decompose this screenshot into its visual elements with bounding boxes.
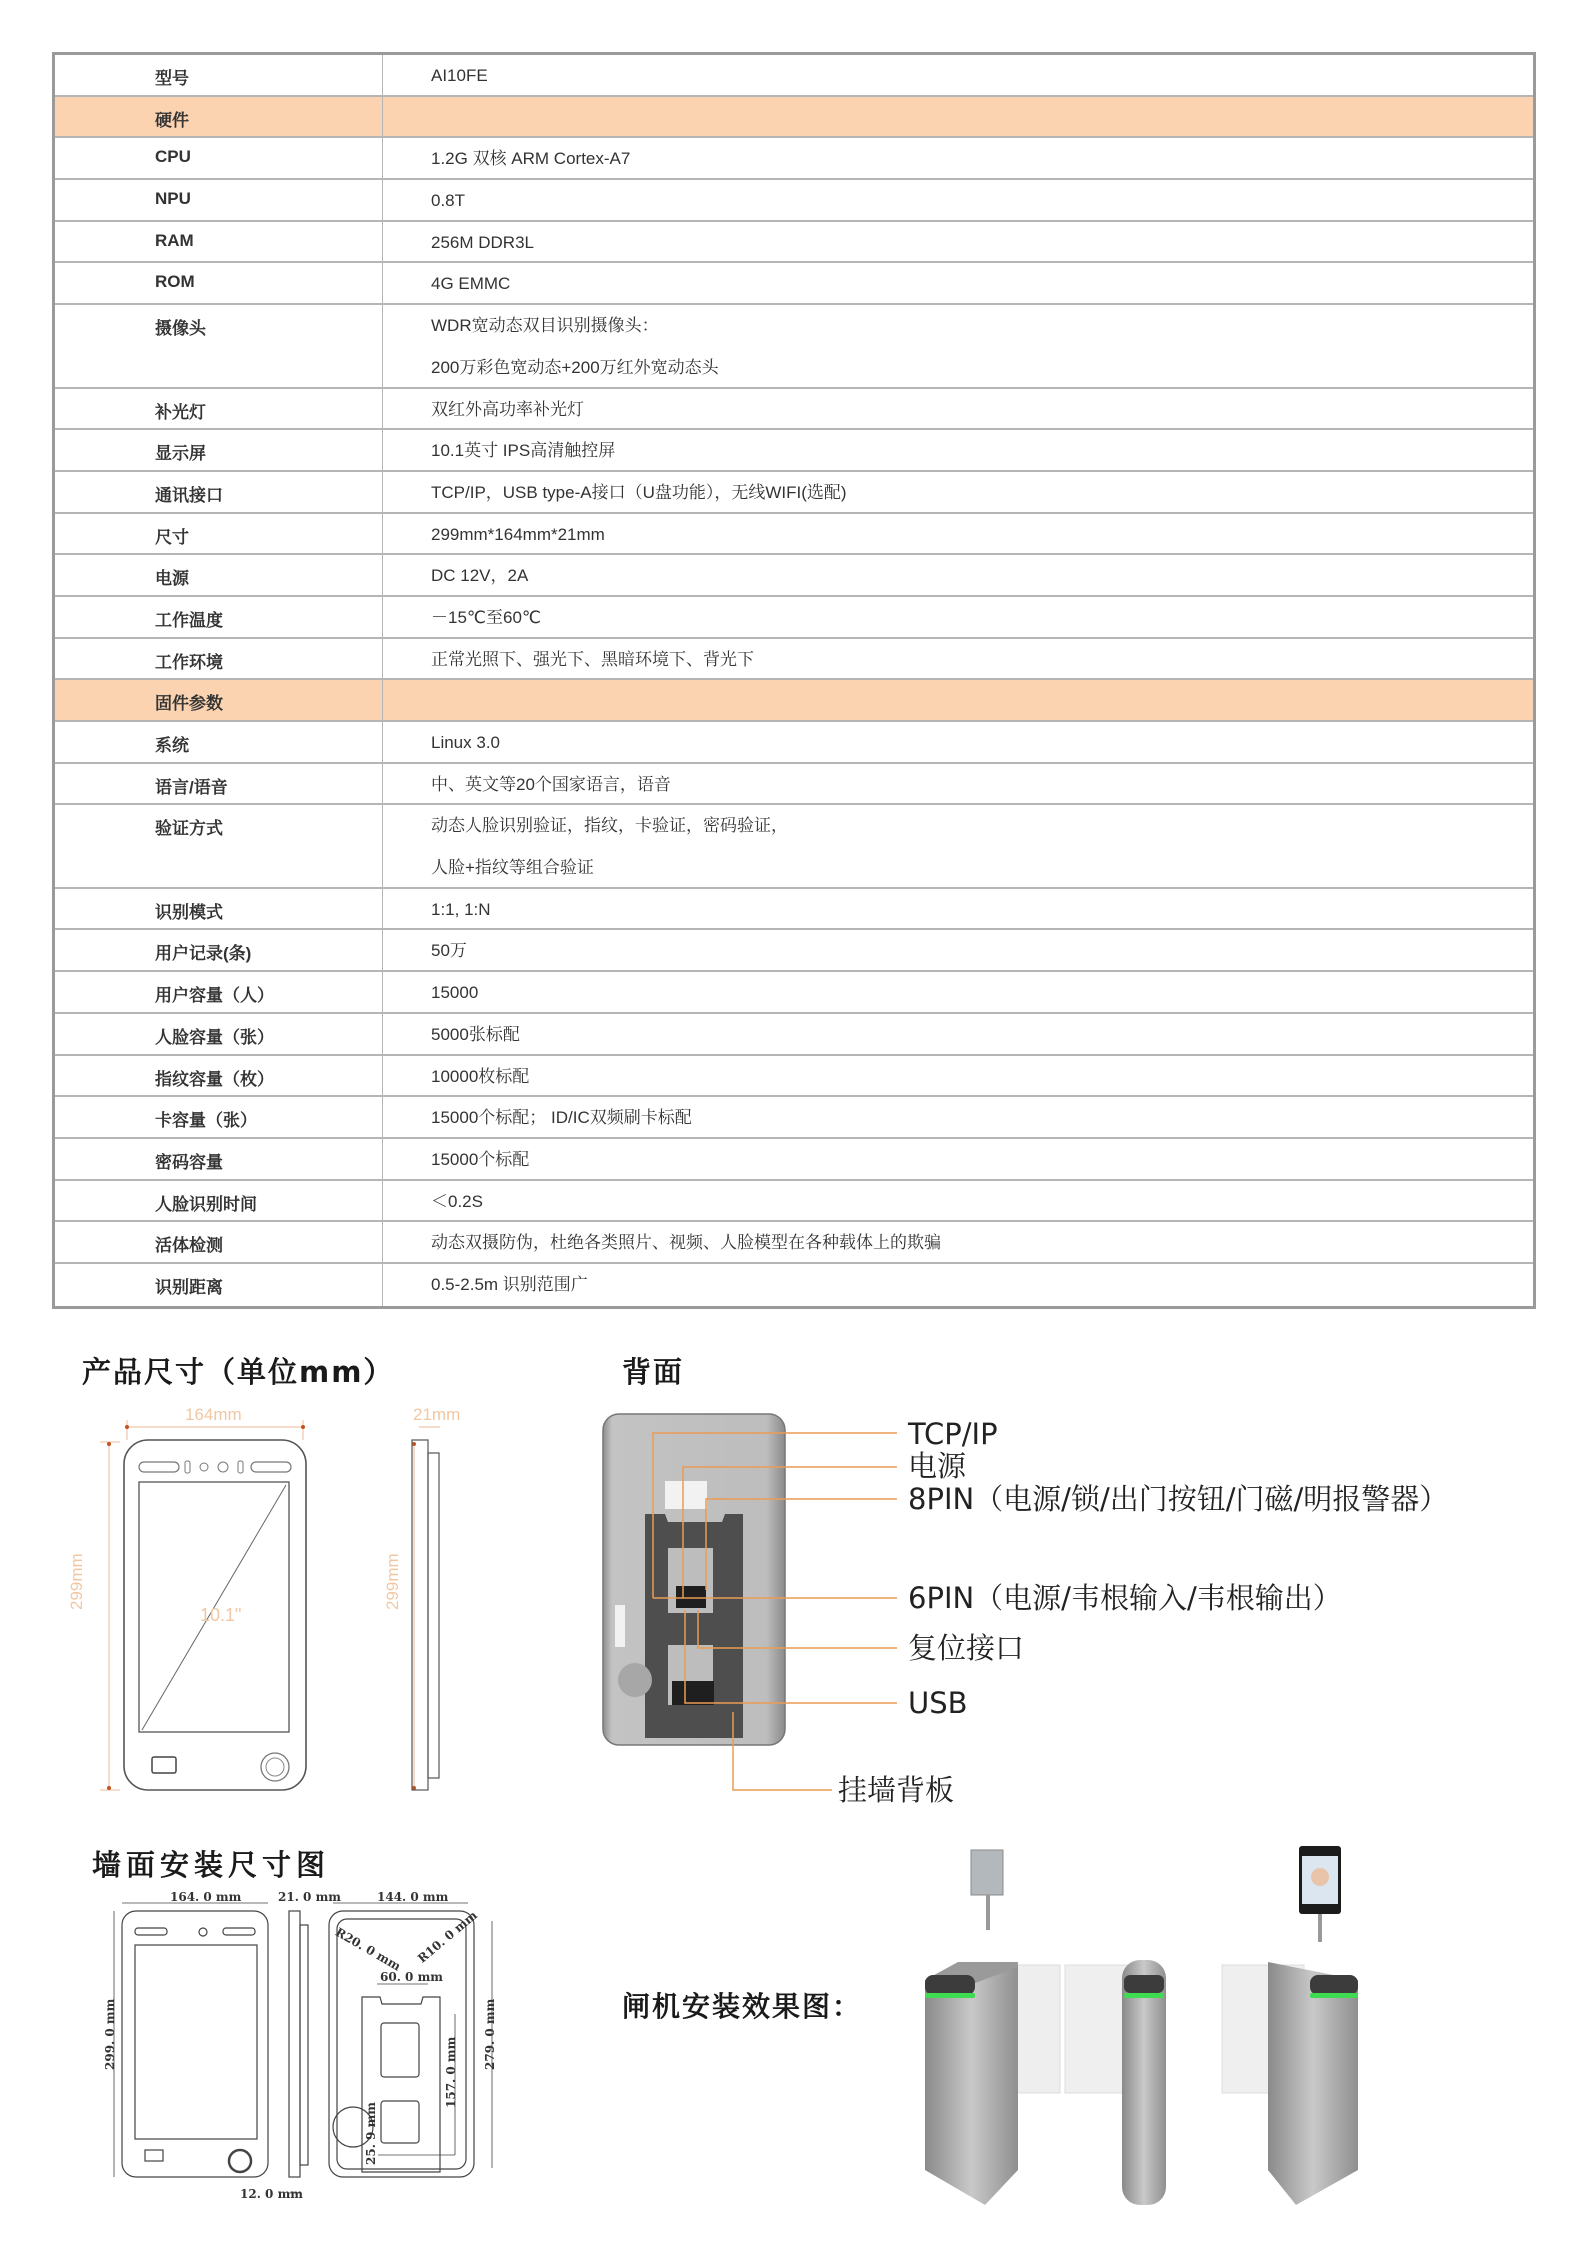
spec-value-line: ＜0.2S xyxy=(431,1191,483,1211)
spec-label: 系统 xyxy=(55,722,383,762)
spec-label: 显示屏 xyxy=(55,430,383,470)
wall-plate-width-dim: 144. 0 mm xyxy=(377,1890,449,1904)
spec-label: 活体检测 xyxy=(55,1222,383,1262)
spec-value-line: 50万 xyxy=(431,941,467,961)
spec-label: 人脸容量（张） xyxy=(55,1014,383,1054)
spec-value-line: DC 12V，2A xyxy=(431,566,529,586)
spec-value-line: 人脸+指纹等组合验证 xyxy=(431,858,594,878)
spec-label: 用户记录(条) xyxy=(55,930,383,970)
side-height-dimension-label: 299mm xyxy=(383,1553,402,1610)
spec-label: 型号 xyxy=(55,55,383,95)
spec-value-line: 200万彩色宽动态+200万红外宽动态头 xyxy=(431,357,719,377)
wall-vertical-spacing-dim: 157. 0 mm xyxy=(444,2036,458,2108)
spec-value-line: 256M DDR3L xyxy=(431,232,534,252)
wall-width-dim: 164. 0 mm xyxy=(170,1890,242,1904)
spec-label: 补光灯 xyxy=(55,389,383,429)
spec-value-line: 正常光照下、强光下、黑暗环境下、背光下 xyxy=(431,649,754,669)
depth-dimension-label: 21mm xyxy=(413,1405,461,1424)
spec-label: ROM xyxy=(55,263,383,303)
spec-label: 硬件 xyxy=(55,97,383,137)
spec-value-line: 4G EMMC xyxy=(431,274,511,294)
spec-label: 卡容量（张） xyxy=(55,1097,383,1137)
spec-value-line: 双红外高功率补光灯 xyxy=(431,399,584,419)
spec-label: 通讯接口 xyxy=(55,472,383,512)
spec-value-line: AI10FE xyxy=(431,66,488,85)
wall-height-dim: 299. 0 mm xyxy=(103,1998,117,2070)
spec-value-line: 动态双摄防伪，杜绝各类照片、视频、人脸模型在各种载体上的欺骗 xyxy=(431,1233,941,1253)
spec-label: 用户容量（人） xyxy=(55,972,383,1012)
spec-value-line: 299mm*164mm*21mm xyxy=(431,524,605,544)
spec-label: 验证方式 xyxy=(55,805,383,886)
spec-label: CPU xyxy=(55,138,383,178)
spec-value-line: 15000个标配； ID/IC双频刷卡标配 xyxy=(431,1108,692,1128)
spec-label: 密码容量 xyxy=(55,1139,383,1179)
spec-value-line: 0.5-2.5m 识别范围广 xyxy=(431,1274,588,1294)
spec-label: NPU xyxy=(55,180,383,220)
spec-label: 指纹容量（枚） xyxy=(55,1056,383,1096)
back-view-heading: 背面 xyxy=(622,1355,685,1389)
spec-label: 摄像头 xyxy=(55,305,383,386)
wall-hole-spacing-dim: 60. 0 mm xyxy=(380,1970,443,1984)
spec-label: 尺寸 xyxy=(55,514,383,554)
spec-value-line: 10.1英寸 IPS高清触控屏 xyxy=(431,441,616,461)
spec-label: 工作环境 xyxy=(55,639,383,679)
spec-value-line: TCP/IP，USB type-A接口（U盘功能），无线WIFI(选配) xyxy=(431,482,847,502)
wall-r10-dim: R10. 0 mm xyxy=(415,1908,480,1966)
wall-mount-heading: 墙面安装尺寸图 xyxy=(92,1848,331,1882)
wall-plate-height-dim: 279. 0 mm xyxy=(483,1998,497,2070)
spec-value-line: 动态人脸识别验证，指纹，卡验证，密码验证， xyxy=(431,816,788,836)
gate-install-heading: 闸机安装效果图： xyxy=(622,1990,863,2023)
spec-value-line: Linux 3.0 xyxy=(431,733,500,753)
spec-label: 电源 xyxy=(55,555,383,595)
spec-label: RAM xyxy=(55,222,383,262)
callout-usb: USB xyxy=(908,1686,968,1720)
spec-label: 工作温度 xyxy=(55,597,383,637)
spec-value-line: 1:1, 1:N xyxy=(431,899,491,919)
callout-power: 电源 xyxy=(908,1449,967,1483)
spec-value-line: 15000个标配 xyxy=(431,1149,530,1169)
spec-label: 识别距离 xyxy=(55,1264,383,1306)
product-size-heading: 产品尺寸（单位mm） xyxy=(82,1355,395,1389)
callout-reset: 复位接口 xyxy=(908,1631,1025,1665)
front-height-dimension-label: 299mm xyxy=(67,1553,86,1610)
spec-value-line: 5000张标配 xyxy=(431,1024,520,1044)
spec-label: 固件参数 xyxy=(55,680,383,720)
spec-value-line: 1.2G 双核 ARM Cortex-A7 xyxy=(431,149,631,169)
screen-size-label: 10.1" xyxy=(200,1605,242,1625)
callout-8pin: 8PIN（电源/锁/出门按钮/门磁/明报警器） xyxy=(908,1482,1449,1516)
spec-value-line: 中、英文等20个国家语言，语音 xyxy=(431,774,671,794)
wall-depth-dim: 21. 0 mm xyxy=(278,1890,341,1904)
callout-tcpip: TCP/IP xyxy=(908,1417,998,1451)
spec-value-line: 10000枚标配 xyxy=(431,1066,530,1086)
spec-label: 识别模式 xyxy=(55,889,383,929)
spec-label: 语言/语音 xyxy=(55,764,383,804)
callout-6pin: 6PIN（电源/韦根输入/韦根输出） xyxy=(908,1581,1342,1615)
width-dimension-label: 164mm xyxy=(185,1405,242,1424)
callout-wall-plate: 挂墙背板 xyxy=(838,1773,955,1807)
wall-r20-dim: R20. 0 mm xyxy=(333,1925,404,1974)
wall-bottom-offset-dim: 25. 9 mm xyxy=(364,2102,378,2165)
spec-value-line: WDR宽动态双目识别摄像头： xyxy=(431,316,659,336)
spec-label: 人脸识别时间 xyxy=(55,1181,383,1221)
spec-value-line: 0.8T xyxy=(431,191,466,211)
spec-value-line: 15000 xyxy=(431,983,479,1003)
spec-value-line: －15℃至60℃ xyxy=(431,607,542,627)
wall-bracket-depth-dim: 12. 0 mm xyxy=(240,2187,303,2201)
